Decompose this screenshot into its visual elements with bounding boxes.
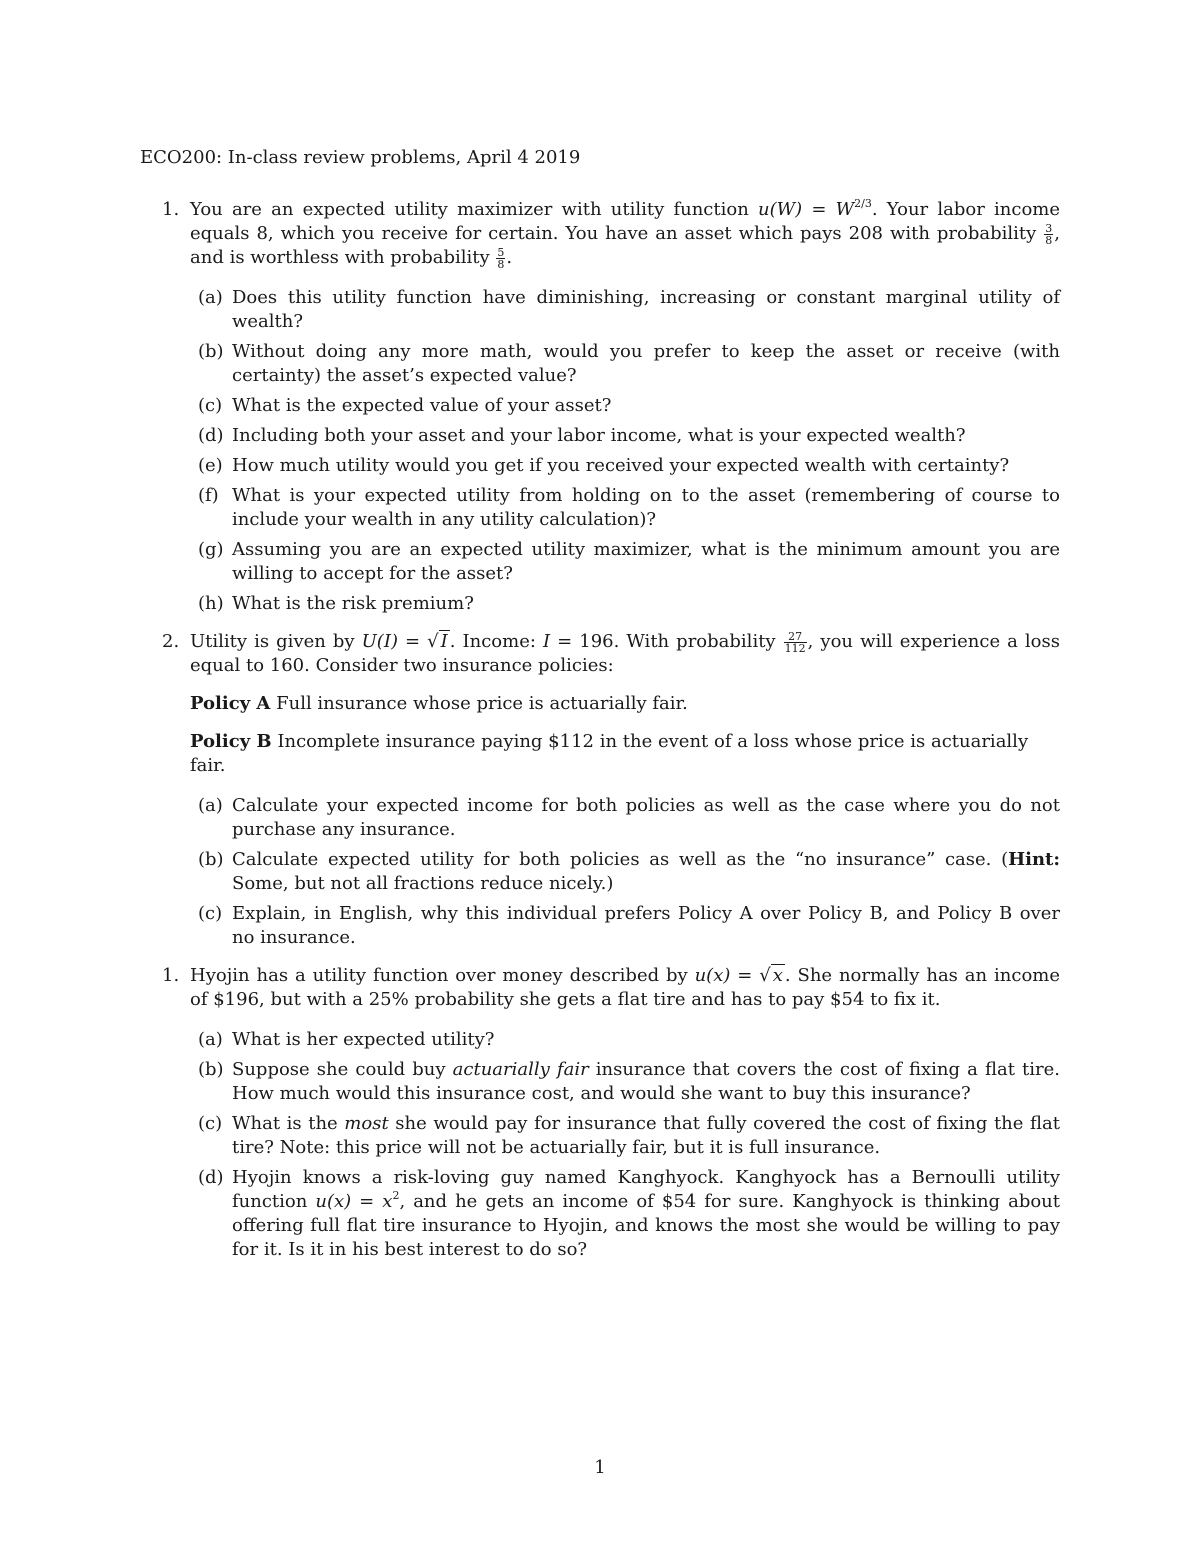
- sub-question: (h) What is the risk premium?: [198, 593, 474, 614]
- policy-b: Policy B Incomplete insurance paying $112 in the event of a loss whose price is actuarially fair.: [190, 731, 1029, 776]
- fraction: $\frac{3}{8}$: [1045, 221, 1053, 247]
- problem-number: 2.: [162, 631, 180, 652]
- problem-3: [140, 964, 1060, 1262]
- problem-1: [140, 198, 1060, 616]
- fraction: $\frac{27}{112}$: [784, 629, 806, 655]
- sub-question: (c) What is the expected value of your asset?: [198, 395, 612, 416]
- sub-questions: [190, 794, 1060, 950]
- sub-question: (e) How much utility would you get if you received your expected wealth with certainty?: [198, 455, 1010, 476]
- sub-question: (b) Calculate expected utility for both policies as well as the “no insurance” case. (Hint: Some, but not all fractions reduce nicely.): [198, 849, 1060, 894]
- document-title: ECO200: In-class review problems, April 4 2019: [140, 147, 581, 168]
- sub-question: (b) Without doing any more math, would you prefer to keep the asset or receive (with certainty) the asset’s expected value?: [198, 341, 1060, 386]
- sub-question: (a) Calculate your expected income for both policies as well as the case where you do not purchase any insurance.: [198, 795, 1060, 840]
- problem-2: [140, 630, 1060, 950]
- problem-statement: Hyojin has a utility function over money described by u(x) = √ x . She normally has an income of $196, but with a 25% probability she gets a flat tire and has to pay $54 to fix it.: [190, 965, 1060, 1010]
- sub-questions: [190, 1028, 1060, 1262]
- policy-a: Policy A Full insurance whose price is actuarially fair.: [190, 693, 688, 714]
- sub-question: (d) Including both your asset and your labor income, what is your expected wealth?: [198, 425, 966, 446]
- sub-questions: [190, 286, 1060, 616]
- problem-number: 1.: [162, 199, 180, 220]
- exponent: 2/3: [854, 197, 872, 210]
- problem-number: 1.: [162, 965, 180, 986]
- problem-statement: You are an expected utility maximizer with utility function $u(W) = W^{2/3}$. Your labor income equals 8, which you receive for certain. You have an asset which pays 208 with probability $\frac{3}{8}$ , and is worthless with probability $\frac{5}{8}$ .: [190, 197, 1060, 271]
- document-page: [140, 146, 1060, 1276]
- sub-question: (d) Hyojin knows a risk-loving guy named Kanghyock. Kanghyock has a Bernoulli utility function $u(x) = x^2$, and he gets an income of $54 for sure. Kanghyock is thinking about offering full flat tire insurance to Hyojin, and knows the most she would be willing to pay for it. Is it in his best interest to do so?: [198, 1167, 1061, 1260]
- page-number: 1: [594, 1457, 606, 1478]
- sub-question: (a) Does this utility function have diminishing, increasing or constant marginal utility of wealth?: [198, 287, 1060, 332]
- fraction: $\frac{5}{8}$: [497, 245, 505, 271]
- sub-question: (f) What is your expected utility from holding on to the asset (remembering of course to include your wealth in any utility calculation)?: [198, 485, 1060, 530]
- problem-statement: Utility is given by U(I) = √ I . Income: I = 196. With probability $\frac{27}{112}$ , you will experience a loss equal to 160. Consider two insurance policies:: [190, 629, 1060, 676]
- sub-question: (c) What is the most she would pay for insurance that fully covered the cost of fixing the flat tire? Note: this price will not be actuarially fair, but it is full insurance.: [198, 1113, 1060, 1158]
- sub-question: (b) Suppose she could buy actuarially fair insurance that covers the cost of fixing a flat tire. How much would this insurance cost, and would she want to buy this insurance?: [198, 1059, 1061, 1104]
- sub-question: (c) Explain, in English, why this individual prefers Policy A over Policy B, and Policy B over no insurance.: [198, 903, 1060, 948]
- sub-question: (a) What is her expected utility?: [198, 1029, 495, 1050]
- sub-question: (g) Assuming you are an expected utility maximizer, what is the minimum amount you are willing to accept for the asset?: [198, 539, 1060, 584]
